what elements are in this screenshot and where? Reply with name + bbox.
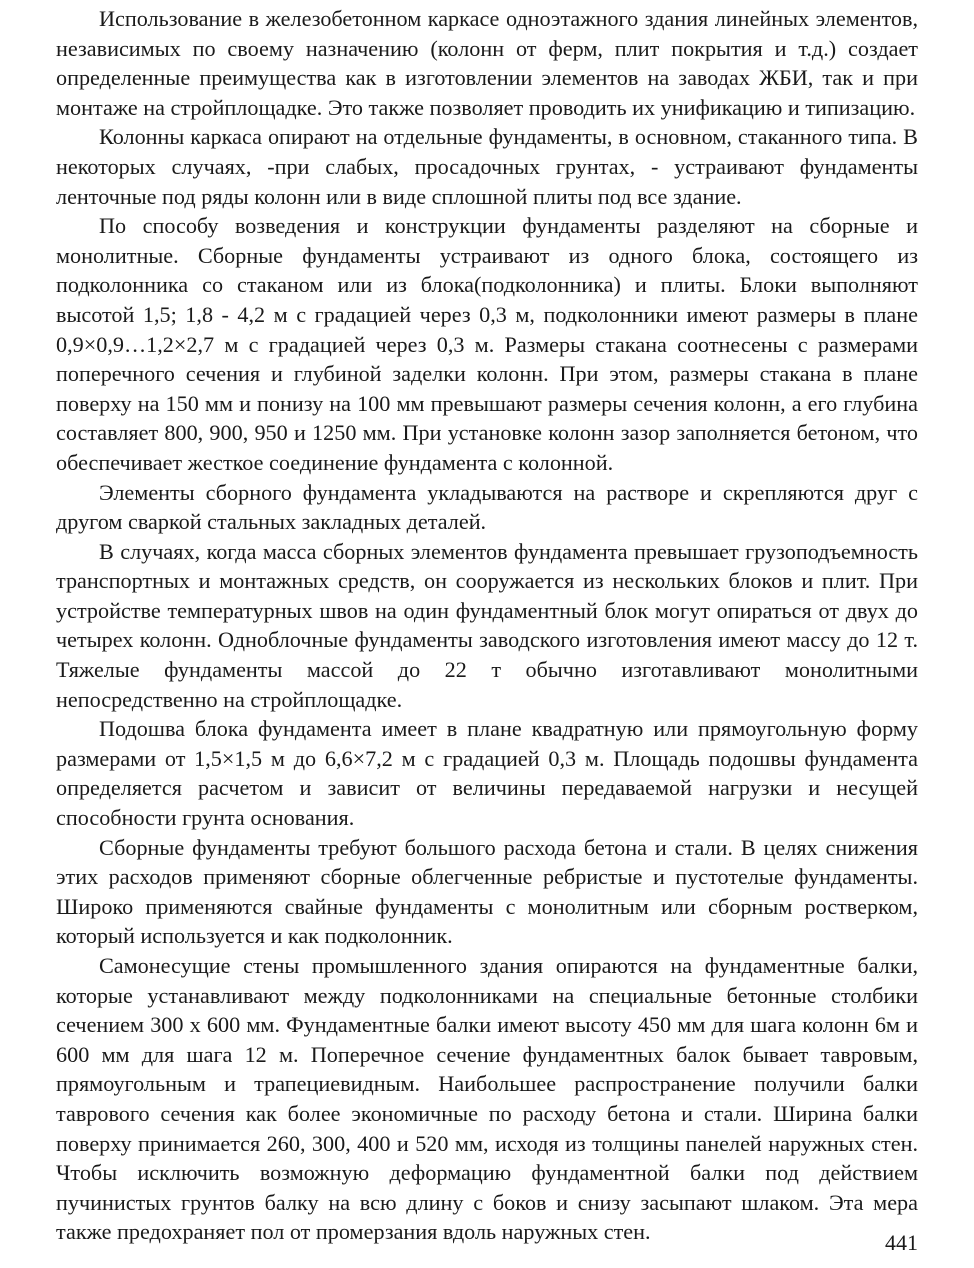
paragraph-1: Использование в железобетонном каркасе одноэтажного здания линейных элементов, независимых по своему назначению (колонн от ферм, плит покрытия и т.д.) создает определенные преимущества как в изготовлении элементов на заводах ЖБИ, так и при монтаже на стройплощадке. Это также позволяет проводить их унификацию и типизацию.: [56, 6, 918, 120]
paragraph-8: Самонесущие стены промышленного здания опираются на фундаментные балки, которые устанавливают между подколонниками на специальные бетонные столбики сечением 300 х 600 мм. Фундаментные балки имеют высоту 450 мм для шага колонн 6м и 600 мм для шага 12 м. Поперечное сечение фундаментных балок бывает тавровым, прямоугольным и трапециевидным. Наибольшее распространение получили балки таврового сечения как более экономичные по расходу бетона и стали. Ширина балки поверху принимается 260, 300, 400 и 520 мм, исходя из толщины панелей наружных стен. Чтобы исключить возможную деформацию фундаментной балки под действием пучинистых грунтов балку на всю длину с боков и снизу засыпают шлаком. Эта мера также предохраняет пол от промерзания вдоль наружных стен.: [56, 953, 918, 1245]
paragraph-3: По способу возведения и конструкции фундаменты разделяют на сборные и монолитные. Сборные фундаменты устраивают из одного блока, состоящего из подколонника со стаканом или из блока(подколонника) и плиты. Блоки выполняют высотой 1,5; 1,8 - 4,2 м с градацией через 0,3 м, подколонники имеют размеры в плане 0,9×0,9…1,2×2,7 м с градацией через 0,3 м. Размеры стакана соотнесены с размерами поперечного сечения и глубиной заделки колонн. При этом, размеры стакана в плане поверху на 150 мм и понизу на 100 мм превышают размеры сечения колонн, а его глубина составляет 800, 900, 950 и 1250 мм. При установке колонн зазор заполняется бетоном, что обеспечивает жесткое соединение фундамента с колонной.: [56, 213, 918, 475]
paragraph-7: Сборные фундаменты требуют большого расхода бетона и стали. В целях снижения этих расходов применяют сборные облегченные ребристые и пустотелые фундаменты. Широко применяются свайные фундаменты с монолитным или сборным ростверком, который используется и как подколонник.: [56, 834, 918, 949]
paragraph-2: Колонны каркаса опирают на отдельные фундаменты, в основном, стаканного типа. В некоторых случаях, -при слабых, просадочных грунтах, - устраивают фундаменты ленточные под ряды колонн или в виде сплошной плиты под все здание.: [56, 124, 918, 209]
paragraph-6: Подошва блока фундамента имеет в плане квадратную или прямоугольную форму размерами от 1,5×1,5 м до 6,6×7,2 м с градацией 0,3 м. Площадь подошвы фундамента определяется расчетом и зависит от величины передаваемой нагрузки и несущей способности грунта основания.: [56, 716, 918, 831]
page-number: 441: [885, 1230, 918, 1256]
paragraph-4: Элементы сборного фундамента укладываются на растворе и скрепляются друг с другом сваркой стальных закладных деталей.: [56, 479, 918, 535]
paragraph-5: В случаях, когда масса сборных элементов фундамента превышает грузоподъемность транспортных и монтажных средств, он сооружается из нескольких блоков и плит. При устройстве температурных швов на один фундаментный блок могут опираться от двух до четырех колонн. Одноблочные фундаменты заводского изготовления имеют массу до 12 т. Тяжелые фундаменты массой до 22 т обычно изготавливают монолитными непосредственно на стройплощадке.: [56, 538, 918, 712]
